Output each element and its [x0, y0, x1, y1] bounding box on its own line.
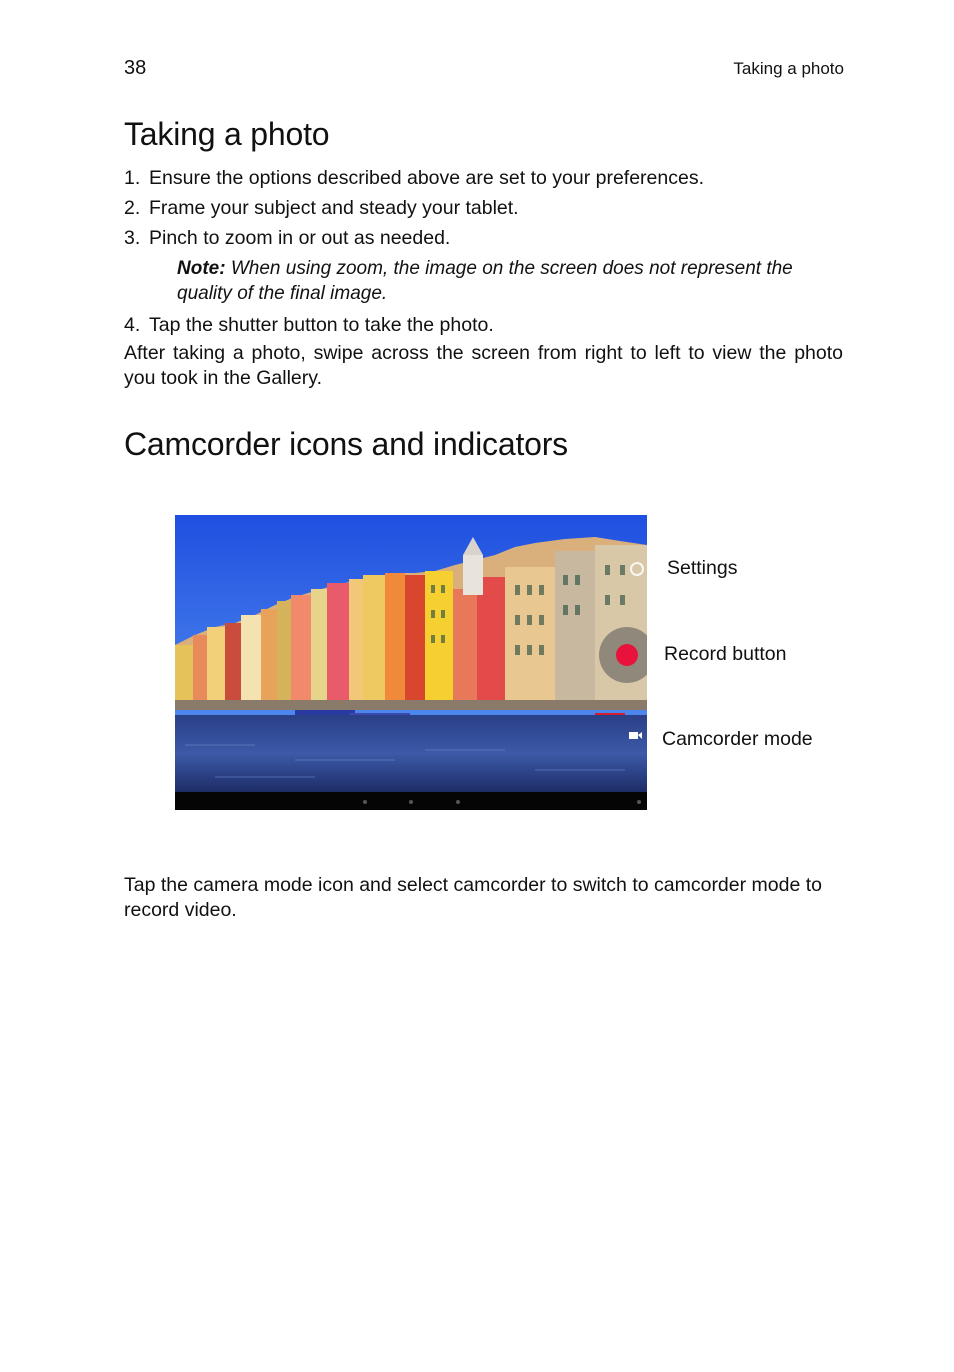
- page-number: 38: [124, 57, 147, 79]
- camcorder-mode-callout: Camcorder mode: [662, 728, 813, 750]
- step-number: 3.: [124, 227, 141, 249]
- zoom-note: [177, 256, 844, 306]
- step-text: Ensure the options described above are set to your preferences.: [149, 167, 704, 189]
- step-number: 2.: [124, 197, 141, 219]
- note-label: Note:: [177, 258, 226, 279]
- list-item: [124, 195, 844, 225]
- camcorder-screenshot: [175, 515, 647, 810]
- list-item: [124, 312, 844, 342]
- harbor-photo: [175, 515, 647, 810]
- step-text: Frame your subject and steady your tablet.: [149, 197, 519, 219]
- settings-callout: Settings: [667, 557, 738, 579]
- step-number: 1.: [124, 167, 141, 189]
- steps-list: [124, 165, 844, 342]
- record-button-callout: Record button: [664, 643, 787, 665]
- section-title-camcorder-icons: Camcorder icons and indicators: [124, 426, 568, 462]
- step-number: 4.: [124, 314, 141, 336]
- step-text: Pinch to zoom in or out as needed.: [149, 227, 451, 249]
- section-title-taking-a-photo: Taking a photo: [124, 116, 330, 152]
- camcorder-instructions: Tap the camera mode icon and select camcorder to switch to camcorder mode to record video.: [124, 874, 822, 921]
- note-text: When using zoom, the image on the screen does not represent the quality of the final image.: [177, 258, 793, 304]
- list-item: [124, 165, 844, 195]
- gallery-paragraph: After taking a photo, swipe across the screen from right to left to view the photo you took in the Gallery.: [124, 342, 843, 389]
- running-header: Taking a photo: [733, 59, 844, 78]
- step-text: Tap the shutter button to take the photo.: [149, 314, 494, 336]
- list-item: [124, 225, 844, 255]
